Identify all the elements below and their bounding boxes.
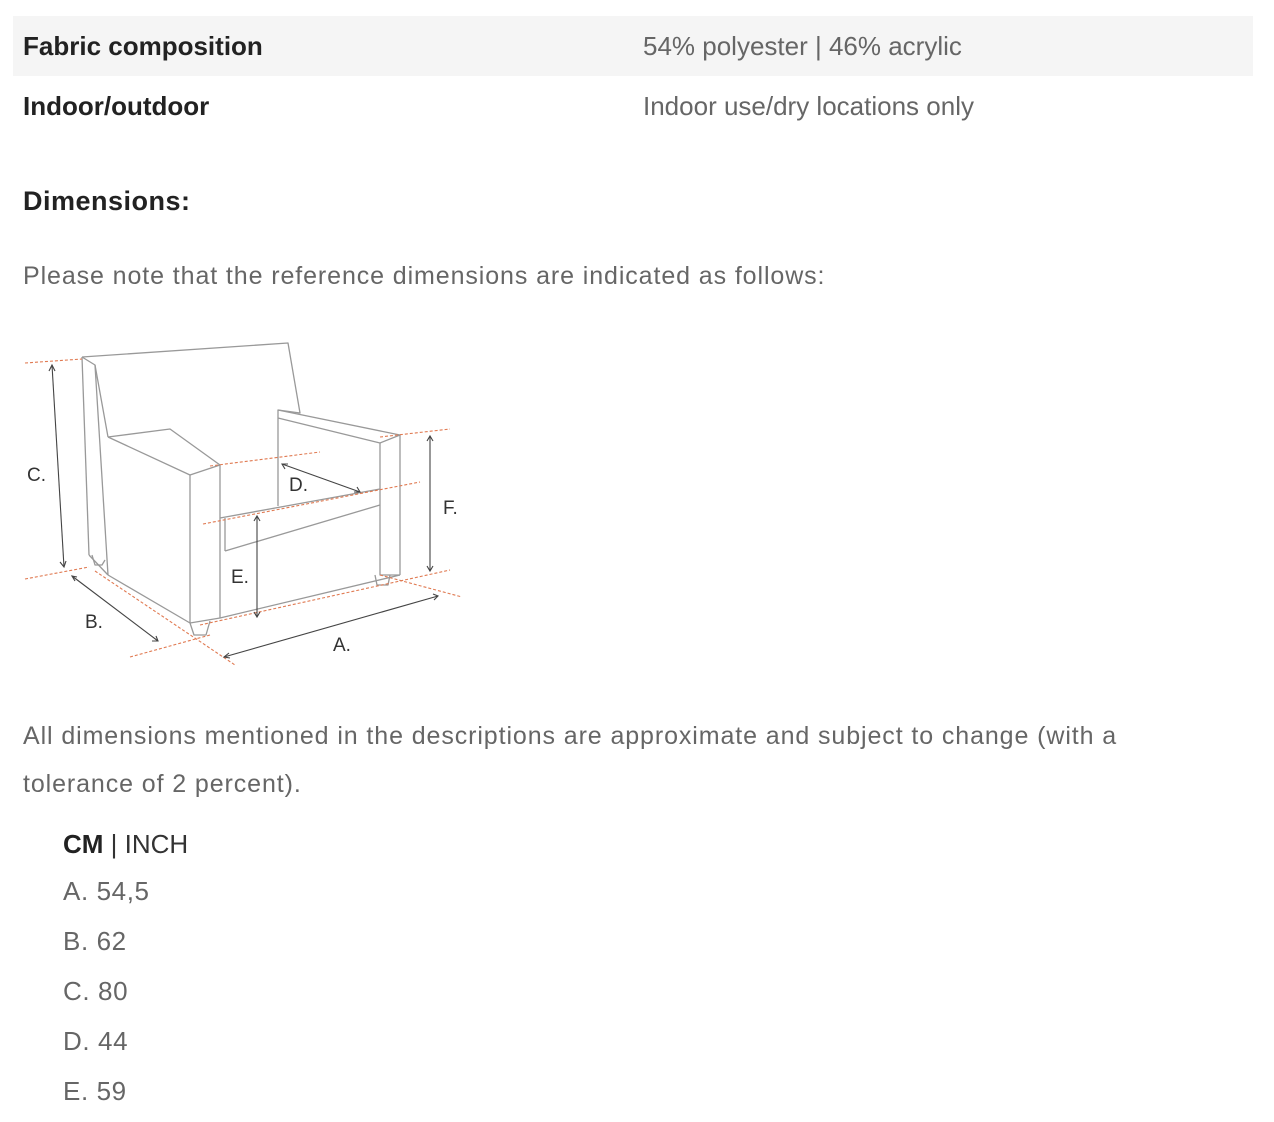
dimension-label-b: B. xyxy=(85,612,103,633)
spec-row-indoor-outdoor xyxy=(13,76,1253,136)
dimension-label-e: E. xyxy=(231,567,249,588)
dimension-values-list xyxy=(63,870,150,1120)
unit-header xyxy=(63,829,188,860)
unit-separator: | xyxy=(103,829,125,859)
reference-note: Please note that the reference dimensions are indicated as follows: xyxy=(23,262,826,290)
unit-primary: CM xyxy=(63,829,104,859)
unit-secondary: INCH xyxy=(124,829,189,859)
dimension-label-c: C. xyxy=(27,465,46,486)
spec-value: Indoor use/dry locations only xyxy=(643,91,974,121)
spec-row-fabric-composition xyxy=(13,16,1253,76)
dimension-value-d: D. 44 xyxy=(63,1026,129,1056)
armchair-dimensions-diagram xyxy=(20,335,470,675)
specifications-table xyxy=(13,16,1253,136)
spec-value: 54% polyester | 46% acrylic xyxy=(643,31,962,61)
dimensions-heading: Dimensions: xyxy=(23,186,191,216)
dimension-value-b: B. 62 xyxy=(63,926,127,956)
dimension-value-c: C. 80 xyxy=(63,976,129,1006)
dimension-label-f: F. xyxy=(443,498,458,519)
dimension-value-a: A. 54,5 xyxy=(63,876,150,906)
dimension-value-e: E. 59 xyxy=(63,1076,127,1106)
spec-label: Fabric composition xyxy=(23,31,263,61)
dimension-label-d: D. xyxy=(289,475,308,496)
dimension-label-a: A. xyxy=(333,635,351,656)
spec-label: Indoor/outdoor xyxy=(23,91,210,121)
dimensions-disclaimer: All dimensions mentioned in the descriptions are approximate and subject to change (with a tolerance of 2 percent). xyxy=(23,722,1118,798)
